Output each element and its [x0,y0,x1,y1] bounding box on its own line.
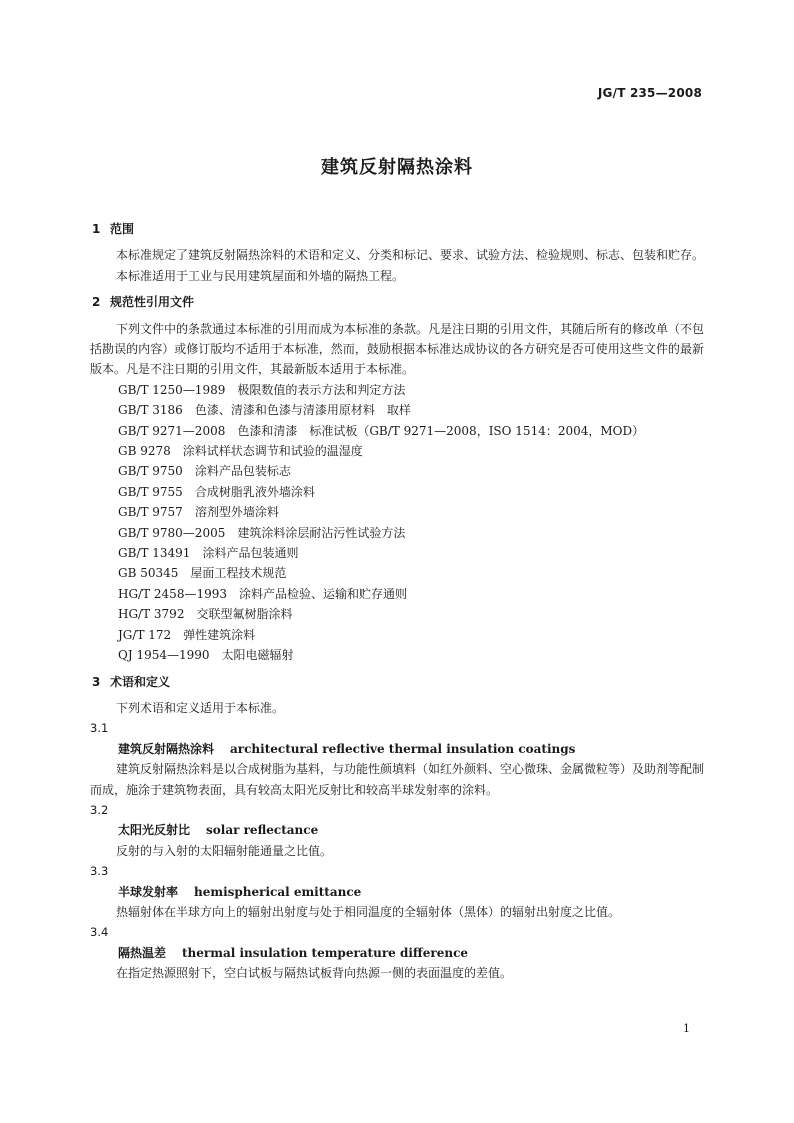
section-title: 规范性引用文件 [110,295,195,310]
normative-references-intro: 下列文件中的条款通过本标准的引用而成为本标准的条款。凡是注日期的引用文件，其随后所有的修改单（不包括勘误的内容）或修订版均不适用于本标准，然而，鼓励根据本标准达成协议的各方研究是否可使用这些文件的最新版本。凡是不注日期的引用文件，其最新版本适用于本标准。 [90,321,705,377]
section-title: 术语和定义 [110,674,171,689]
standard-code: JG/T 235—2008 [597,86,702,100]
reference-code: GB/T 9755 [118,484,183,499]
reference-item [90,584,704,604]
reference-code: GB 9278 [118,444,171,459]
section-3-heading [90,672,704,692]
reference-item [90,380,704,400]
reference-item [90,604,704,624]
reference-code: GB/T 1250—1989 [118,382,226,397]
reference-item [90,502,704,522]
reference-item [90,421,704,441]
term-chinese: 太阳光反射比 [118,823,191,838]
term-entry [90,922,704,983]
page-number: 1 [683,1022,690,1035]
term-number: 3.3 [90,864,109,879]
reference-title: 涂料产品包装标志 [194,464,291,479]
reference-title: 屋面工程技术规范 [190,566,287,581]
reference-title: 溶剂型外墙涂料 [194,505,279,520]
term-chinese: 建筑反射隔热涂料 [118,741,215,756]
reference-item [90,645,704,665]
term-chinese: 隔热温差 [118,945,167,960]
document-body [90,219,704,984]
term-english: thermal insulation temperature difference [182,945,469,960]
term-english: solar reflectance [206,823,319,838]
term-english: hemispherical emittance [194,884,362,899]
term-entry [90,861,704,922]
section-2-heading [90,292,704,312]
reference-code: GB/T 3186 [118,403,183,418]
section-title: 范围 [110,222,135,236]
term-heading [90,882,704,902]
reference-code: JG/T 172 [118,627,172,642]
reference-title: 建筑涂料涂层耐沾污性试验方法 [237,525,406,540]
reference-item [90,625,704,645]
reference-code: GB 50345 [118,566,179,581]
term-english: architectural reflective thermal insulation coatings [230,741,576,756]
reference-title: 涂料产品包装通则 [202,546,299,561]
reference-title: 涂料试样状态调节和试验的温湿度 [182,444,363,459]
reference-list [90,380,704,666]
scope-paragraph-1: 本标准规定了建筑反射隔热涂料的术语和定义、分类和标记、要求、试验方法、检验规则、标志、包装和贮存。 [116,248,705,263]
term-definition: 建筑反射隔热涂料是以合成树脂为基料，与功能性颜填料（如红外颜料、空心微珠、金属微粒等）及助剂等配制而成，施涂于建筑物表面，具有较高太阳光反射比和较高半球发射率的涂料。 [90,762,705,797]
reference-code: GB/T 9780—2005 [118,525,226,540]
reference-code: GB/T 9750 [118,464,183,479]
section-number: 1 [92,222,101,236]
term-entry [90,718,704,800]
term-chinese: 半球发射率 [118,884,179,899]
term-definition: 热辐射体在半球方向上的辐射出射度与处于相同温度的全辐射体（黑体）的辐射出射度之比值。 [116,904,621,919]
reference-title: 交联型氟树脂涂料 [196,607,293,622]
document-title: 建筑反射隔热涂料 [321,157,473,178]
term-number: 3.2 [90,802,109,817]
reference-item [90,523,704,543]
term-number: 3.1 [90,721,109,736]
reference-title: 涂料产品检验、运输和贮存通则 [239,586,408,601]
section-number: 3 [92,674,101,689]
term-heading [90,943,704,963]
reference-item [90,441,704,461]
terms-intro: 下列术语和定义适用于本标准。 [116,700,285,715]
term-heading [90,739,704,759]
reference-title: 色漆和清漆 标准试板（GB/T 9271—2008，ISO 1514：2004，MOD） [237,423,645,438]
reference-code: GB/T 9271—2008 [118,423,226,438]
term-heading [90,820,704,840]
reference-code: GB/T 13491 [118,546,191,561]
section-number: 2 [92,295,101,310]
term-entry [90,800,704,861]
reference-title: 太阳电磁辐射 [221,648,294,663]
term-definition: 在指定热源照射下，空白试板与隔热试板背向热源一侧的表面温度的差值。 [116,966,513,981]
reference-code: HG/T 2458—1993 [118,586,227,601]
scope-paragraph-2: 本标准适用于工业与民用建筑屋面和外墙的隔热工程。 [116,268,405,283]
reference-item [90,400,704,420]
reference-title: 色漆、清漆和色漆与清漆用原材料 取样 [194,403,411,418]
reference-item [90,563,704,583]
reference-code: QJ 1954—1990 [118,648,210,663]
section-1-heading [90,219,704,239]
term-definition: 反射的与入射的太阳辐射能通量之比值。 [116,843,333,858]
reference-code: HG/T 3792 [118,607,185,622]
term-number: 3.4 [90,925,109,940]
reference-title: 合成树脂乳液外墙涂料 [194,484,315,499]
reference-item [90,543,704,563]
reference-title: 弹性建筑涂料 [183,627,256,642]
reference-item [90,461,704,481]
reference-code: GB/T 9757 [118,505,183,520]
reference-title: 极限数值的表示方法和判定方法 [237,382,406,397]
reference-item [90,482,704,502]
